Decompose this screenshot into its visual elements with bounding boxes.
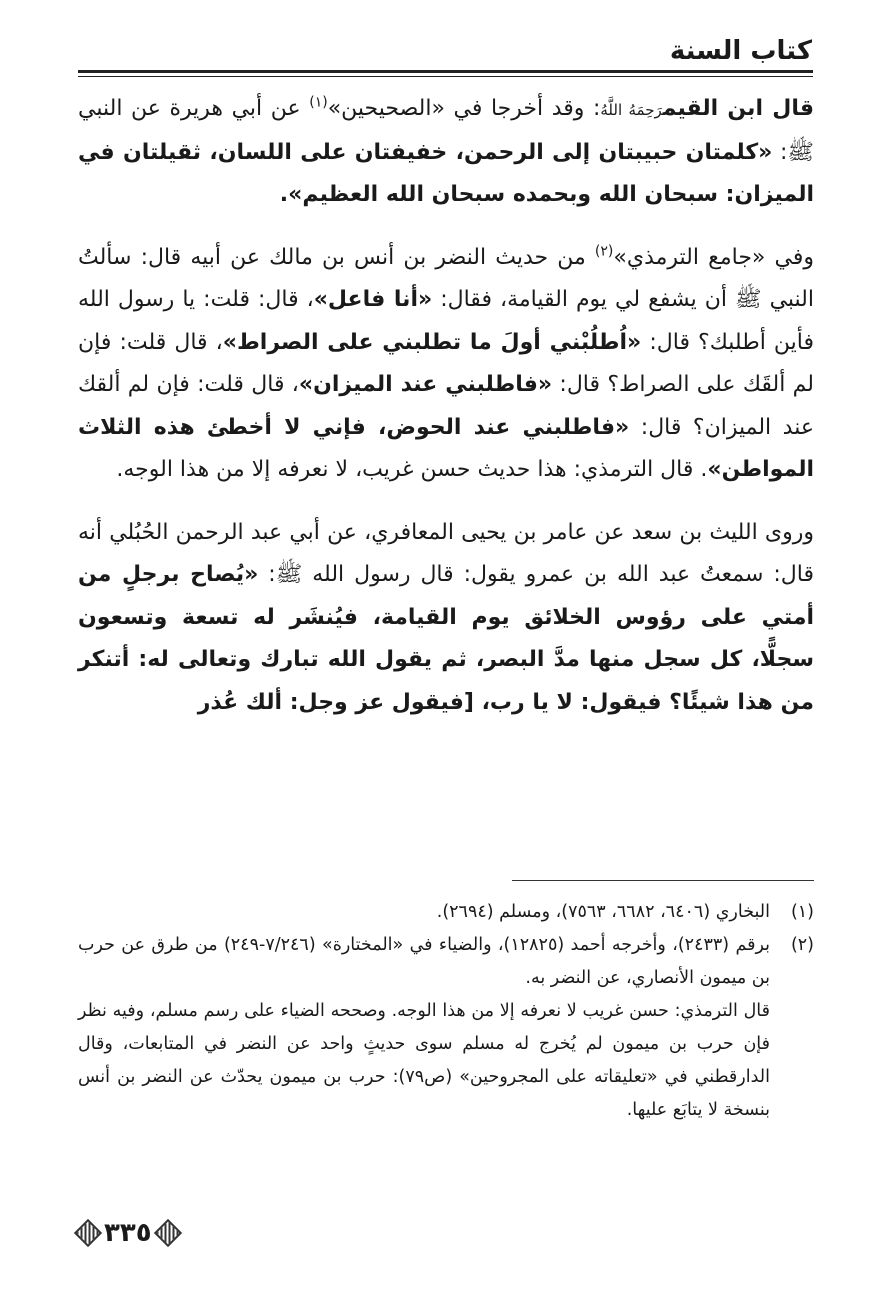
ornament-icon (153, 1219, 181, 1247)
main-text (78, 88, 814, 744)
ornament-icon (74, 1219, 102, 1247)
p2-intro: وفي «جامع الترمذي» (613, 244, 814, 270)
p1-intro: : وقد أخرجا في «الصحيحين» (327, 96, 601, 121)
paragraph-3 (78, 512, 814, 725)
footnote-ref-2[interactable]: (٢) (594, 243, 614, 260)
footnote-1 (78, 896, 814, 929)
hadith-quote-1: «أنا فاعل» (313, 287, 433, 312)
p2-text-4: ، قال قلت: فإن لم ألقك عند الميزان؟ قال: (78, 372, 814, 440)
p2-text-2: ، قال: قلت: يا رسول الله فأين أطلبك؟ قال: (78, 287, 814, 355)
p1-after: عن أبي هريرة عن النبي ﷺ: (78, 96, 814, 165)
honorific-glyph: رَحِمَهُ اللَّهُ (600, 101, 663, 119)
page-number-block (78, 1218, 178, 1248)
p2-text-3: ، قال قلت: فإن لم ألقَك على الصراط؟ قال: (78, 329, 814, 397)
footnote-2 (78, 929, 814, 995)
p2-text-1: من حديث النضر بن أنس بن مالك عن أبيه قال: سألتُ النبي ﷺ أن يشفع لي يوم القيامة، فقال: (78, 244, 814, 312)
paragraph-2 (78, 237, 814, 492)
hadith-quote-5: «يُصاح برجلٍ من أمتي على رؤوس الخلائق يوم القيامة، فيُنشَر له تسعة وتسعون سجلًّا، كل سجل منها مدَّ البصر، ثم يقول الله تبارك وتعالى له: أتنكر من هذا شيئًا؟ فيقول: لا يا رب، [فيقول عز وجل: ألك عُذر (78, 562, 814, 715)
hadith-text-1: «كلمتان حبيبتان إلى الرحمن، خفيفتان على اللسان، ثقيلتان في الميزان: سبحان الله وبحمده سبحان الله العظيم». (78, 139, 814, 207)
running-header-title: كتاب السنة (669, 36, 812, 66)
footnotes (78, 896, 814, 1127)
hadith-quote-3: «فاطلبني عند الميزان» (298, 372, 553, 397)
header-rule-thin (78, 76, 813, 77)
p2-text-5: . قال الترمذي: هذا حديث حسن غريب، لا نعرفه إلا من هذا الوجه. (116, 457, 708, 482)
paragraph-1 (78, 88, 814, 217)
page-number: ٣٣٥ (104, 1218, 152, 1248)
hadith-quote-2: «اُطلُبْني أولَ ما تطلبني على الصراط» (222, 329, 642, 355)
hadith-quote-4: «فاطلبني عند الحوض، فإني لا أخطئ هذه الثلاث المواطن» (78, 414, 814, 482)
header-rule-thick (78, 70, 813, 73)
footnote-separator (512, 880, 814, 881)
footnote-1-number: (١) (790, 902, 814, 922)
speaker-name: قال ابن القيم (662, 96, 814, 121)
footnote-2-text: برقم (٢٤٣٣)، وأخرجه أحمد (١٢٨٢٥)، والضياء في «المختارة» (٧/٢٤٦-٢٤٩) من طرق عن حرب بن ميمون الأنصاري، عن النضر به. (78, 935, 770, 988)
footnote-2-number: (٢) (790, 935, 814, 955)
footnote-2-commentary: قال الترمذي: حسن غريب لا نعرفه إلا من هذا الوجه. وصححه الضياء على رسم مسلم، وفيه نظر فإن حرب بن ميمون لم يُخرج له مسلم سوى حديثٍ واحد عن النضر في المتابعات، وقال الدارقطني في «تعليقاته على المجروحين» (ص٧٩): حرب بن ميمون يحدّث عن النضر بن أنس بنسخة لا يتابَع عليها. (78, 1001, 770, 1120)
footnote-1-text: البخاري (٦٤٠٦، ٦٦٨٢، ٧٥٦٣)، ومسلم (٢٦٩٤). (436, 902, 770, 922)
p3-text-1: وروى الليث بن سعد عن عامر بن يحيى المعافري، عن أبي عبد الرحمن الحُبُلي أنه قال: سمعتُ عبد الله بن عمرو يقول: قال رسول الله ﷺ: (78, 519, 814, 587)
footnote-ref-1[interactable]: (١) (309, 94, 328, 111)
